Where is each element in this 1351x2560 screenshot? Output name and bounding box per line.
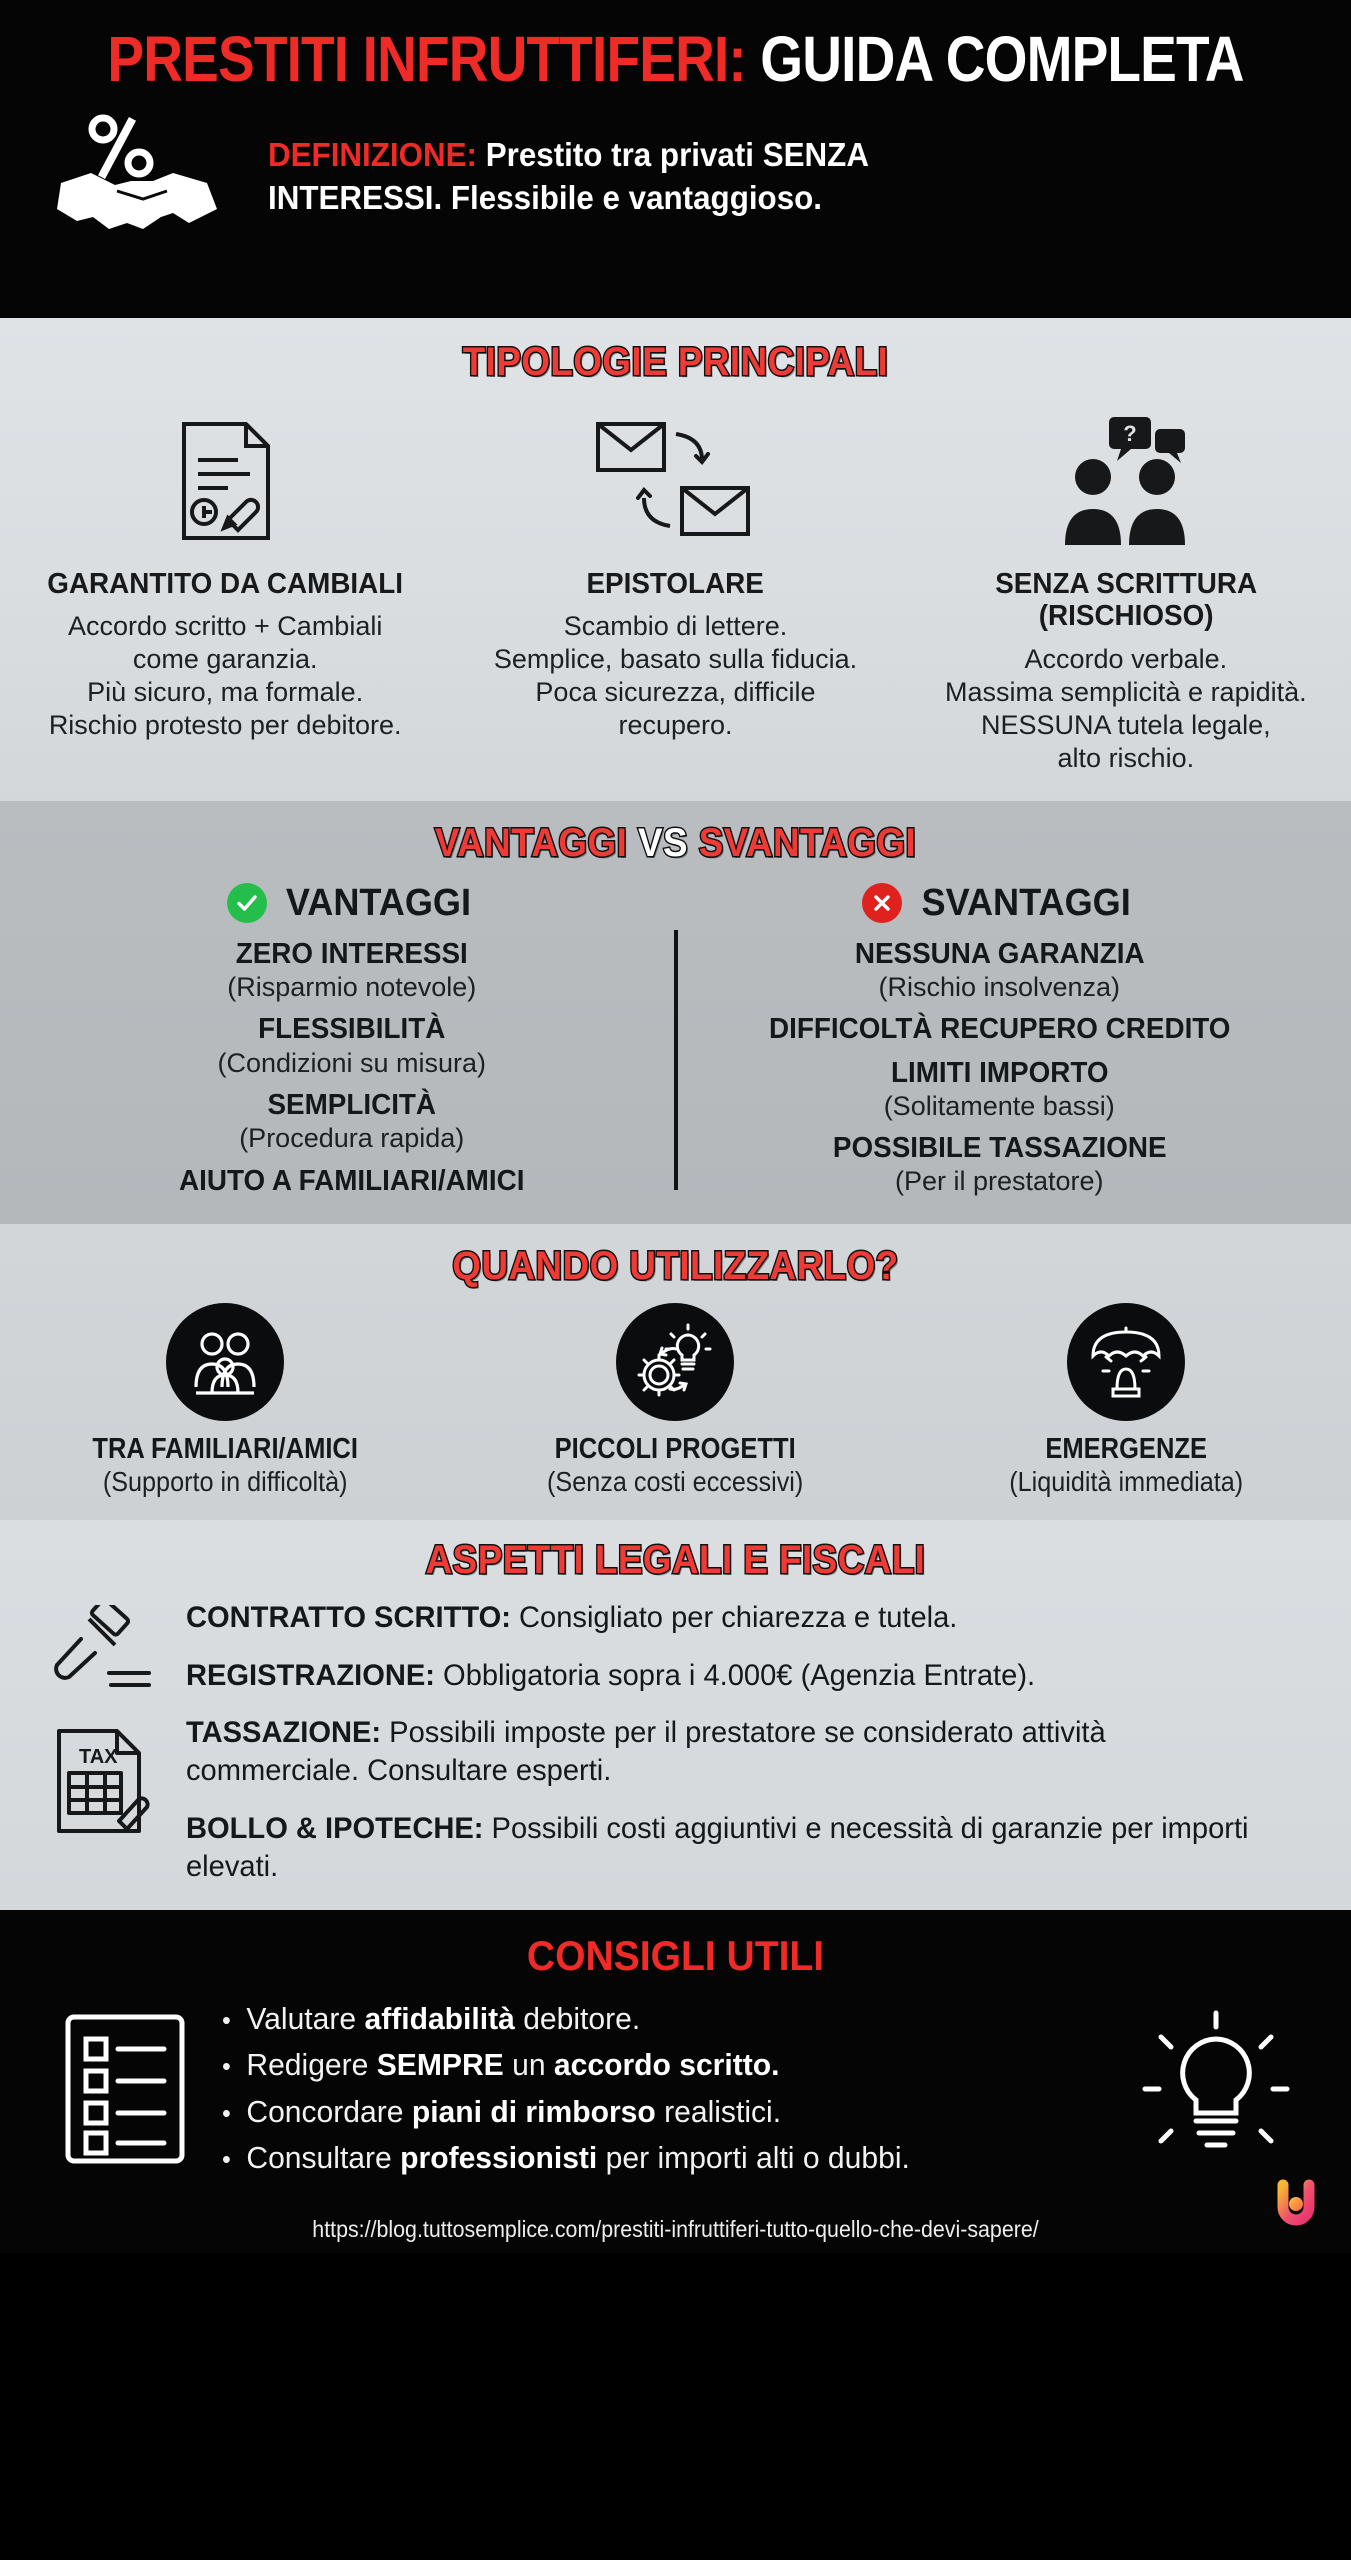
con-item-sub: (Solitamente bassi)	[883, 1090, 1115, 1121]
consigli-mid: un	[503, 2047, 554, 2083]
tipologie-line: come garanzia.	[132, 644, 318, 675]
con-item-sub: (Rischio insolvenza)	[878, 971, 1121, 1002]
consigli-bold: affidabilità	[364, 2000, 515, 2036]
definition-row	[0, 93, 1351, 241]
quando-title: EMERGENZE	[1044, 1432, 1207, 1465]
definition-text	[268, 133, 869, 220]
tipologie-body	[456, 610, 894, 742]
con-item-main: DIFFICOLTÀ RECUPERO CREDITO	[768, 1013, 1230, 1046]
con-item-sub: (Per il prestatore)	[894, 1166, 1104, 1197]
tipologie-section	[0, 318, 1351, 801]
pro-item-main: FLESSIBILITÀ	[258, 1013, 446, 1046]
svg-text:TAX: TAX	[79, 1745, 118, 1768]
consigli-item-text	[246, 2089, 781, 2136]
svantaggi-column-title: SVANTAGGI	[921, 881, 1131, 924]
pro-item-sub: (Condizioni su misura)	[217, 1047, 487, 1078]
legale-row-label: BOLLO & IPOTECHE:	[186, 1811, 484, 1845]
pro-item-sub: (Risparmio notevole)	[227, 971, 477, 1002]
consigli-bold: SEMPRE	[376, 2047, 504, 2083]
tipologie-title: GARANTITO DA CAMBIALI	[47, 568, 404, 600]
vantaggi-heading-vs: VS	[637, 820, 689, 865]
definition-line1: Prestito tra privati SENZA	[485, 135, 869, 173]
tipologie-body	[907, 643, 1345, 775]
tipologie-heading: TIPOLOGIE PRINCIPALI	[462, 340, 889, 384]
quando-section	[0, 1224, 1351, 1520]
quando-sub: (Senza costi eccessivi)	[547, 1465, 804, 1497]
tipologie-line: NESSUNA tutela legale,	[980, 709, 1271, 740]
envelopes-exchange-icon	[456, 403, 894, 558]
bullet-icon: •	[222, 2097, 231, 2128]
tipologie-title: SENZA SCRITTURA (RISCHIOSO)	[994, 568, 1257, 633]
consigli-bold: piani di rimborso	[411, 2093, 656, 2129]
legale-row	[186, 1657, 1283, 1695]
legale-section	[0, 1520, 1351, 1910]
legale-body	[0, 1599, 1351, 1886]
legale-row	[186, 1810, 1283, 1886]
legale-row-text: Possibili costi aggiuntivi e necessità di garanzie per importi elevati.	[186, 1811, 1249, 1883]
vantaggi-column-title: VANTAGGI	[286, 881, 472, 924]
pro-item-sub: (Procedura rapida)	[239, 1123, 465, 1154]
legale-row-text: Possibili imposte per il prestatore se considerato attività commerciale. Consultare esperti.	[186, 1716, 1106, 1788]
legale-row	[186, 1714, 1283, 1790]
consigli-list	[210, 1996, 1121, 2182]
consigli-item-text	[246, 1996, 640, 2043]
legale-row	[186, 1599, 1283, 1637]
con-item-main: LIMITI IMPORTO	[890, 1056, 1109, 1089]
contract-stamp-icon	[6, 403, 444, 558]
legale-list	[186, 1599, 1317, 1886]
vantaggi-heading	[54, 821, 1297, 866]
vantaggi-column	[28, 882, 676, 1198]
gear-lightbulb-icon	[616, 1303, 734, 1421]
two-people-question-icon	[907, 403, 1345, 558]
tipologie-body	[6, 610, 444, 742]
consigli-bold2: accordo scritto.	[553, 2047, 780, 2083]
legale-row-text: Consigliato per chiarezza e tutela.	[510, 1600, 958, 1634]
tipologie-line: recupero.	[618, 710, 733, 741]
con-item-main: POSSIBILE TASSAZIONE	[832, 1132, 1167, 1165]
bullet-icon: •	[222, 2144, 231, 2175]
consigli-item-text	[246, 2042, 779, 2089]
consigli-bold: professionisti	[400, 2140, 598, 2176]
pro-item-main: ZERO INTERESSI	[235, 937, 468, 970]
consigli-item	[222, 1996, 1094, 2043]
consigli-item	[222, 2042, 1094, 2089]
legale-row-label: REGISTRAZIONE:	[186, 1658, 435, 1692]
quando-item	[901, 1303, 1351, 1498]
consigli-pre: Valutare	[246, 2000, 365, 2036]
consigli-item-text	[246, 2135, 909, 2182]
lightbulb-icon	[1121, 2009, 1311, 2169]
tipologie-line: alto rischio.	[1057, 742, 1195, 773]
quando-title: TRA FAMILIARI/AMICI	[92, 1432, 358, 1465]
definition-label: DEFINIZIONE:	[268, 135, 477, 173]
vertical-divider	[674, 930, 678, 1190]
vantaggi-heading-left: VANTAGGI	[434, 820, 628, 865]
page-title-white: GUIDA COMPLETA	[760, 23, 1244, 95]
quando-sub: (Supporto in difficoltà)	[102, 1465, 348, 1497]
vantaggi-column-header	[42, 882, 662, 925]
x-circle-icon	[862, 883, 902, 923]
quando-sub: (Liquidità immediata)	[1008, 1465, 1243, 1497]
header-section	[0, 0, 1351, 318]
svantaggi-column	[676, 882, 1324, 1198]
family-group-icon	[166, 1303, 284, 1421]
vantaggi-svantaggi-section	[0, 801, 1351, 1224]
tipologie-line: Poca sicurezza, difficile	[535, 677, 816, 708]
quando-columns	[0, 1303, 1351, 1498]
legale-row-label: TASSAZIONE:	[186, 1716, 382, 1750]
tipologie-line: Più sicuro, ma formale.	[87, 677, 364, 708]
svg-text:?: ?	[1123, 421, 1137, 446]
consigli-post: debitore.	[514, 2000, 641, 2036]
pro-item-main: AIUTO A FAMILIARI/AMICI	[179, 1164, 525, 1197]
handshake-percent-icon	[52, 111, 242, 241]
consigli-section	[0, 1910, 1351, 2253]
tipologie-column	[901, 403, 1351, 775]
tipologie-line: Accordo verbale.	[1024, 643, 1228, 674]
quando-title: PICCOLI PROGETTI	[554, 1432, 797, 1465]
consigli-body	[0, 1996, 1351, 2182]
tipologie-columns	[0, 403, 1351, 775]
tipologie-column	[0, 403, 450, 775]
legale-row-text: Obbligatoria sopra i 4.000€ (Agenzia Entrate).	[434, 1658, 1036, 1692]
gavel-icon	[49, 1605, 153, 1697]
bullet-icon: •	[222, 2004, 231, 2035]
check-circle-icon	[227, 883, 267, 923]
pro-item-main: SEMPLICITÀ	[267, 1088, 437, 1121]
consigli-pre: Consultare	[246, 2140, 401, 2176]
consigli-post: realistici.	[655, 2093, 782, 2129]
legale-icons	[26, 1599, 176, 1886]
legale-heading: ASPETTI LEGALI E FISCALI	[425, 1537, 926, 1582]
bullet-icon: •	[222, 2051, 231, 2082]
vantaggi-heading-right: SVANTAGGI	[698, 820, 917, 865]
page-title-red: PRESTITI INFRUTTIFERI:	[107, 23, 746, 95]
page-title	[95, 23, 1257, 95]
consigli-post: per importi alti o dubbi.	[597, 2140, 910, 2176]
quando-item	[0, 1303, 450, 1498]
tipologie-column	[450, 403, 900, 775]
tipologie-line: Scambio di lettere.	[563, 611, 788, 642]
tipologie-line: Rischio protesto per debitore.	[48, 710, 402, 741]
definition-line2: INTERESSI. Flessibile e vantaggioso.	[268, 179, 822, 217]
tipologie-line: Semplice, basato sulla fiducia.	[493, 644, 858, 675]
svantaggi-column-header	[690, 882, 1310, 925]
tipologie-line: Massima semplicità e rapidità.	[945, 676, 1307, 707]
consigli-heading: CONSIGLI UTILI	[526, 1931, 825, 1979]
tax-document-icon	[49, 1727, 153, 1835]
vantaggi-columns	[0, 882, 1351, 1198]
legale-row-label: CONTRATTO SCRITTO:	[186, 1600, 511, 1634]
u-gradient-logo	[1267, 2173, 1325, 2231]
consigli-item	[222, 2089, 1094, 2136]
consigli-item	[222, 2135, 1094, 2182]
con-item-main: NESSUNA GARANZIA	[854, 937, 1145, 970]
quando-heading: QUANDO UTILIZZARLO?	[452, 1243, 899, 1288]
checklist-icon	[40, 2009, 210, 2169]
umbrella-shield-icon	[1067, 1303, 1185, 1421]
quando-item	[450, 1303, 900, 1498]
consigli-pre: Concordare	[246, 2093, 412, 2129]
tipologie-line: Accordo scritto + Cambiali	[67, 611, 383, 642]
footer-url[interactable]: https://blog.tuttosemplice.com/prestiti-infruttiferi-tutto-quello-che-devi-sapere/	[312, 2215, 1039, 2242]
tipologie-title: EPISTOLARE	[586, 568, 765, 600]
consigli-pre: Redigere	[246, 2047, 377, 2083]
